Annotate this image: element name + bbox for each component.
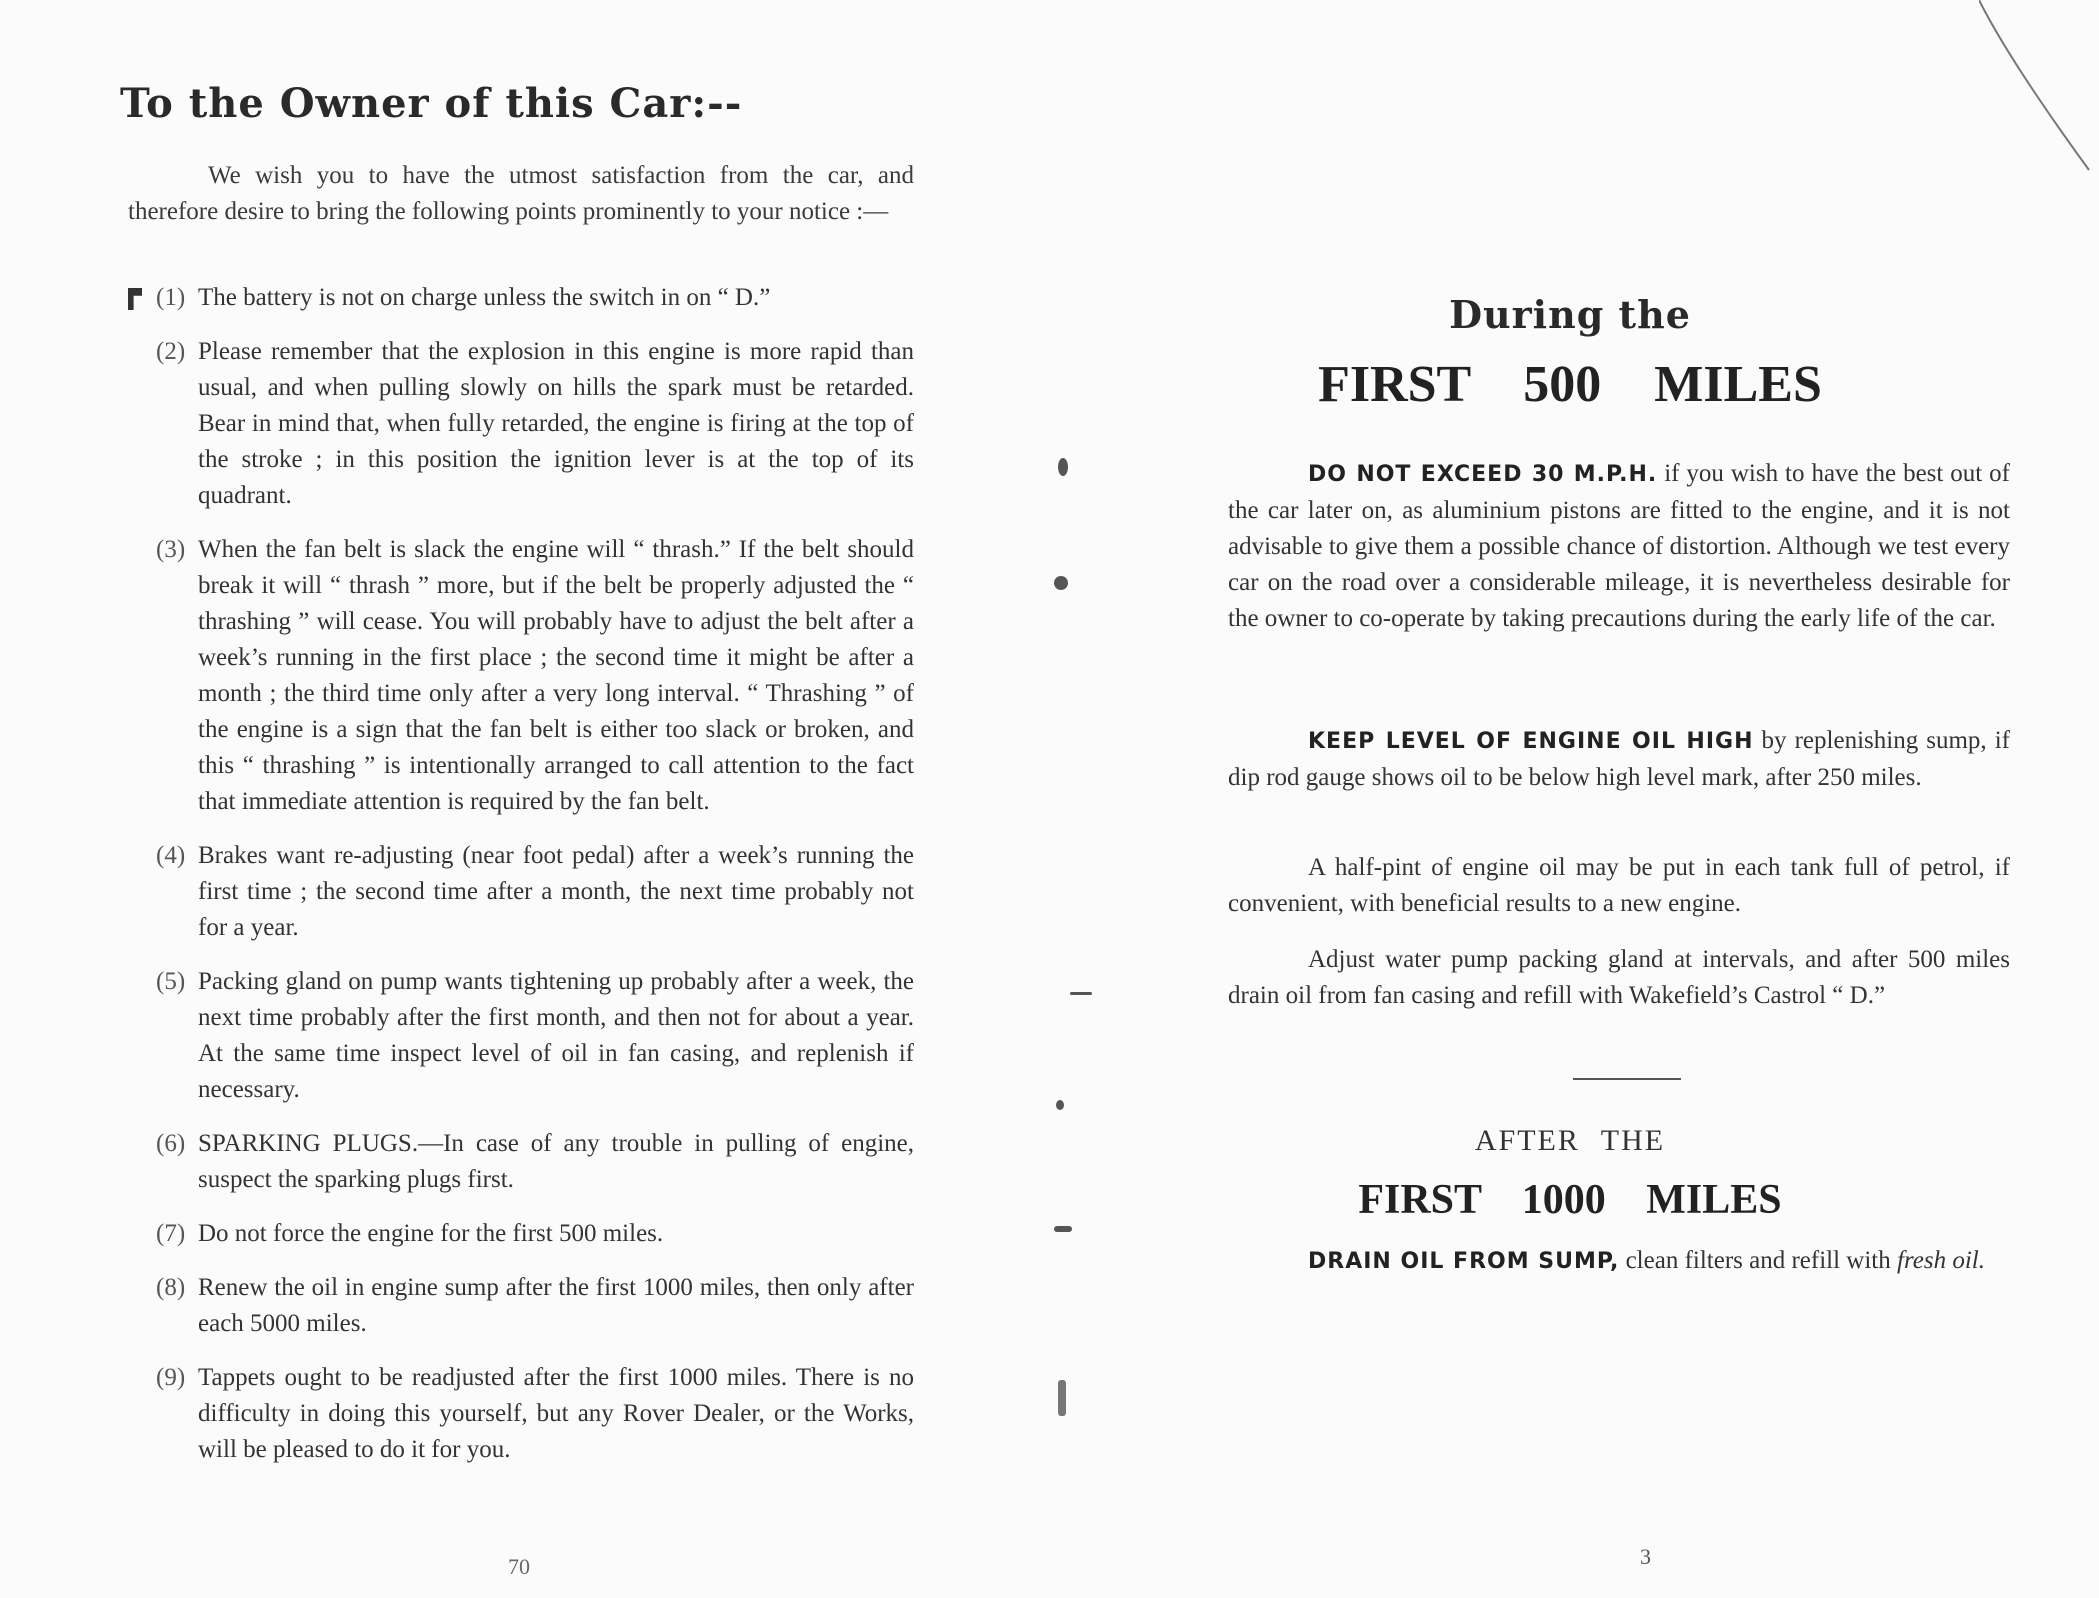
paragraph-text: clean filters and refill with [1619,1247,1898,1274]
section-divider [1573,1078,1681,1080]
paragraph-text: by replenishing sump, if dip rod gauge shows oil to be below high level mark, after 250 miles. [1228,727,2010,791]
item-number: (4) [156,842,186,869]
list-item [128,1270,914,1342]
item-text: SPARKING PLUGS.—In case of any trouble in pulling of engine, suspect the sparking plugs first. [198,1130,914,1193]
list-item [128,1216,914,1252]
item-number: (5) [156,968,186,995]
item-text: The battery is not on charge unless the switch in on “ D.” [198,284,771,311]
item-text: Do not force the engine for the first 500 miles. [198,1220,664,1247]
spine-gutter [1040,380,1100,1580]
section-heading: FIRST 500 MILES [1318,356,1822,413]
right-page [1180,0,2040,1598]
binding-mark [1058,458,1068,476]
binding-mark [1070,992,1092,995]
list-item [128,532,914,820]
paragraph-italic-text: fresh oil. [1897,1247,1985,1274]
section-subheading: During the [1449,292,1691,337]
intro-paragraph: We wish you to have the utmost satisfaction from the car, and therefore desire to bring the following points prominently to your notice :— [128,162,914,225]
item-number: (8) [156,1274,186,1301]
item-text: When the fan belt is slack the engine will “ thrash.” If the belt should break it will “ thrash ” more, but if the belt be properly adjusted the “ thrashing ” will cease. You will probably have to adjust the belt after a week’s running in the first place ; the second time it might be after a month ; the third time only after a very long interval. “ Thrashing ” of the engine is a sign that the fan belt is either too slack or broken, and this “ thrashing ” is intentionally arranged to call attention to the fact that immediate attention is required by the fan belt. [198,536,914,815]
paragraph-lead: KEEP LEVEL OF ENGINE OIL HIGH [1308,729,1754,754]
item-number: (6) [156,1130,186,1157]
list-item [128,838,914,946]
list-item [128,964,914,1108]
paragraph-oil-level [1228,723,2010,796]
item-number: (9) [156,1364,186,1391]
list-item [128,280,914,316]
binding-mark [1058,1380,1066,1416]
paragraph-water-pump: Adjust water pump packing gland at intervals, and after 500 miles drain oil from fan casing and refill with Wakefield’s Castrol “ D.” [1228,946,2010,1009]
item-text: Packing gland on pump wants tightening up probably after a week, the next time probably after the first month, and then not for about a year. At the same time inspect level of oil in fan casing, and replenish if necessary. [198,968,914,1103]
item-text: Please remember that the explosion in this engine is more rapid than usual, and when pulling slowly on hills the spark must be retarded. Bear in mind that, when fully retarded, the engine is firing at the top of the stroke ; in this position the ignition lever is at the top of its quadrant. [198,338,914,509]
numbered-list [128,280,914,1486]
page-number: 70 [508,1554,530,1579]
item-text: Brakes want re-adjusting (near foot pedal) after a week’s running the first time ; the second time after a month, the next time probably not for a year. [198,842,914,941]
binding-mark [1056,1100,1064,1110]
item-number: (2) [156,338,186,365]
paragraph-speed-limit [1228,456,2010,637]
item-text: Renew the oil in engine sump after the first 1000 miles, then only after each 5000 miles. [198,1274,914,1337]
page-number: 3 [1640,1544,1651,1569]
section-heading: FIRST 1000 MILES [1358,1177,1782,1223]
binding-mark [1054,576,1068,590]
item-number: (7) [156,1220,186,1247]
list-item [128,1126,914,1198]
list-item [128,1360,914,1468]
page-edge-crease [1979,0,2099,180]
item-number: (1) [156,284,186,311]
pointing-hand-icon [128,288,142,310]
paragraph-text: if you wish to have the best out of the car later on, as aluminium pistons are fitted to the engine, and it is not advisable to give them a possible chance of distortion. Although we test every car on the road over a considerable mileage, it is nevertheless desirable for the owner to co-operate by taking precautions during the early life of the car. [1228,460,2011,632]
page-title: To the Owner of this Car:-- [120,80,743,127]
paragraph-drain-oil [1228,1243,2010,1280]
list-item [128,334,914,514]
binding-mark [1054,1226,1072,1232]
item-number: (3) [156,536,186,563]
paragraph-lead: DRAIN OIL FROM SUMP, [1308,1249,1620,1274]
item-text: Tappets ought to be readjusted after the first 1000 miles. There is no difficulty in doing this yourself, but any Rover Dealer, or the Works, will be pleased to do it for you. [198,1364,914,1463]
paragraph-half-pint: A half-pint of engine oil may be put in each tank full of petrol, if convenient, with beneficial results to a new engine. [1228,854,2010,917]
section-subheading: AFTER THE [1474,1124,1666,1157]
paragraph-lead: DO NOT EXCEED 30 M.P.H. [1308,462,1658,487]
